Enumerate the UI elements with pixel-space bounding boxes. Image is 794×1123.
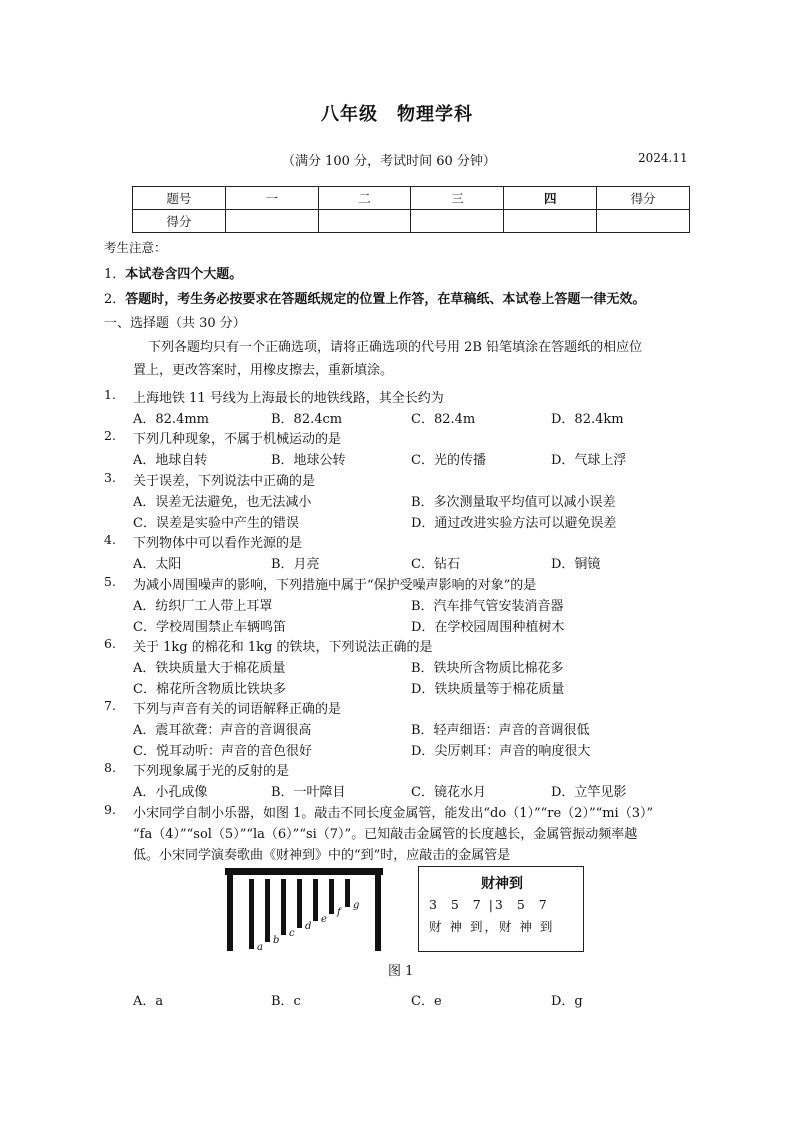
exam-date: 2024.11 [638,151,688,165]
question-text: 下列几种现象，不属于机械运动的是 [133,432,342,447]
answer-option[interactable]: C．学校周围禁止车辆鸣笛 [133,620,286,635]
answer-option[interactable]: A．82.4mm [133,412,209,427]
question-text: 下列物体中可以看作光源的是 [133,536,303,551]
answer-option[interactable]: D．82.4km [551,412,624,427]
song-lyrics: 财 神 到，财 神 到 [429,919,555,934]
metal-tube-b [265,879,270,942]
answer-option[interactable]: A．铁块质量大于棉花质量 [133,661,286,676]
question-number: 6. [104,636,116,651]
answer-option[interactable]: D．在学校园周围种植树木 [411,620,565,635]
answer-option[interactable]: C．棉花所含物质比铁块多 [133,682,286,697]
answer-option[interactable]: B．月亮 [271,557,320,572]
answer-option[interactable]: B．82.4cm [271,412,343,427]
score-table-cell: 四 [504,187,597,210]
notice-item-1 [104,263,242,282]
exam-title: 八年级 物理学科 [321,104,473,125]
score-table-cell: 三 [411,187,504,210]
answer-option[interactable]: A．纺织厂工人带上耳罩 [133,599,273,614]
answer-option[interactable]: B．地球公转 [271,453,346,468]
score-table-header-row [133,187,690,210]
question-number: 5. [104,574,116,589]
metal-tube-f [329,879,334,914]
tube-label: f [337,907,341,918]
answer-option[interactable]: D．g [551,994,583,1009]
answer-option[interactable]: B．c [271,994,301,1009]
answer-option[interactable]: D．尖厉刺耳：声音的响度很大 [411,744,591,759]
score-table-cell: 二 [318,187,411,210]
metal-tube-e [313,879,318,921]
question-text: 关于误差，下列说法中正确的是 [133,474,316,489]
tube-label: b [273,935,280,946]
score-table-cell: 题号 [133,187,226,210]
answer-option[interactable]: B．铁块所含物质比棉花多 [411,661,564,676]
question-number: 2. [104,428,116,443]
score-table-cell [504,210,597,233]
answer-option[interactable]: A．太阳 [133,557,182,572]
notice-item-2 [104,288,645,307]
question-number: 1. [104,387,116,402]
answer-option[interactable]: C．82.4m [411,412,476,427]
question-text: 关于 1kg 的棉花和 1kg 的铁块，下列说法正确的是 [133,640,433,655]
answer-option[interactable]: C．钻石 [411,557,460,572]
instrument-top-bar [225,868,383,875]
question-text-line: 低。小宋同学演奏歌曲《财神到》中的“到”时，应敲击的金属管是 [133,848,511,863]
tube-label: e [321,914,327,925]
metal-tube-g [345,879,350,907]
metal-tube-instrument-figure [225,868,385,958]
notice-item-2-part-a: 答题时，考生务 [125,292,217,307]
question-text: 为减小周围噪声的影响，下列措施中属于“保护受噪声影响的对象”的是 [133,578,537,593]
exam-subtitle: （满分 100 分，考试时间 60 分钟） [282,154,496,169]
answer-option[interactable]: A．震耳欲聋：声音的音调很高 [133,723,312,738]
answer-option[interactable]: B．轻声细语：声音的音调很低 [411,723,590,738]
score-table-cell: 得分 [597,187,690,210]
score-table-cell: 一 [225,187,318,210]
score-table-score-row [133,210,690,233]
answer-option[interactable]: C．误差是实验中产生的错误 [133,516,299,531]
answer-option[interactable]: A．误差无法避免，也无法减小 [133,495,312,510]
score-table-cell [411,210,504,233]
figure-1-caption: 图 1 [388,964,414,979]
question-number: 3. [104,470,116,485]
question-text-line: “fa（4）”“sol（5）”“la（6）”“si（7）”。已知敲击金属管的长度越长，金属管振动频率越 [133,827,638,842]
notice-item-2-part-c: 按要求在答题纸规定的位置上作答，在草稿纸、本试卷上答题一律无效。 [229,292,646,307]
answer-option[interactable]: C．镜花水月 [411,785,486,800]
notice-item-1-prefix: 1． [104,267,126,282]
answer-option[interactable]: C．悦耳动听：声音的音色很好 [133,744,312,759]
section-instruction-line-1: 下列各题均只有一个正确选项，请将正确选项的代号用 2B 铅笔填涂在答题纸的相应位 [148,340,643,355]
score-table [132,186,690,233]
answer-option[interactable]: D．通过改进实验方法可以避免误差 [411,516,617,531]
tube-label: a [257,942,263,953]
score-table-cell [225,210,318,233]
section-title: 一、选择题（共 30 分） [104,316,246,331]
notice-item-2-prefix: 2． [104,292,126,307]
song-score-box [418,866,584,952]
answer-option[interactable]: D．气球上浮 [551,453,627,468]
answer-option[interactable]: D．铜镜 [551,557,601,572]
question-text: 下列与声音有关的词语解释正确的是 [133,702,342,717]
song-notes: 3 5 7 |3 5 7 [429,897,549,912]
question-number: 9. [104,802,116,817]
answer-option[interactable]: B．汽车排气管安装消音器 [411,599,564,614]
notice-item-2-part-b: 必 [216,292,230,307]
metal-tube-c [281,879,286,935]
answer-option[interactable]: D．铁块质量等于棉花质量 [411,682,565,697]
answer-option[interactable]: A．小孔成像 [133,785,208,800]
section-instruction-line-2: 置上，更改答案时，用橡皮擦去，重新填涂。 [133,363,394,378]
question-number: 8. [104,760,116,775]
answer-option[interactable]: A．地球自转 [133,453,208,468]
answer-option[interactable]: B．多次测量取平均值可以减小误差 [411,495,616,510]
question-number: 7. [104,698,116,713]
question-text: 上海地铁 11 号线为上海最长的地铁线路，其全长约为 [133,391,444,406]
question-text-line: 小宋同学自制小乐器，如图 1。敲击不同长度金属管，能发出“do（1）”“re（2）”“mi（3）” [133,806,654,821]
answer-option[interactable]: B．一叶障目 [271,785,346,800]
notice-label: 考生注意： [104,240,167,255]
question-text: 下列现象属于光的反射的是 [133,764,290,779]
answer-option[interactable]: C．光的传播 [411,453,486,468]
notice-item-1-text: 本试卷含四个大题。 [125,267,243,282]
answer-option[interactable]: C．e [411,994,442,1009]
score-table-cell: 得分 [133,210,226,233]
tube-label: d [305,921,312,932]
score-table-cell [318,210,411,233]
metal-tube-a [249,879,254,949]
song-title: 财神到 [481,876,523,892]
question-number: 4. [104,532,116,547]
metal-tube-d [297,879,302,928]
score-table-cell [597,210,690,233]
answer-option[interactable]: A．a [133,994,164,1009]
instrument-right-leg [375,875,381,951]
tube-label: c [289,928,295,939]
answer-option[interactable]: D．立竿见影 [551,785,627,800]
tube-label: g [353,900,360,911]
instrument-left-leg [227,875,233,951]
